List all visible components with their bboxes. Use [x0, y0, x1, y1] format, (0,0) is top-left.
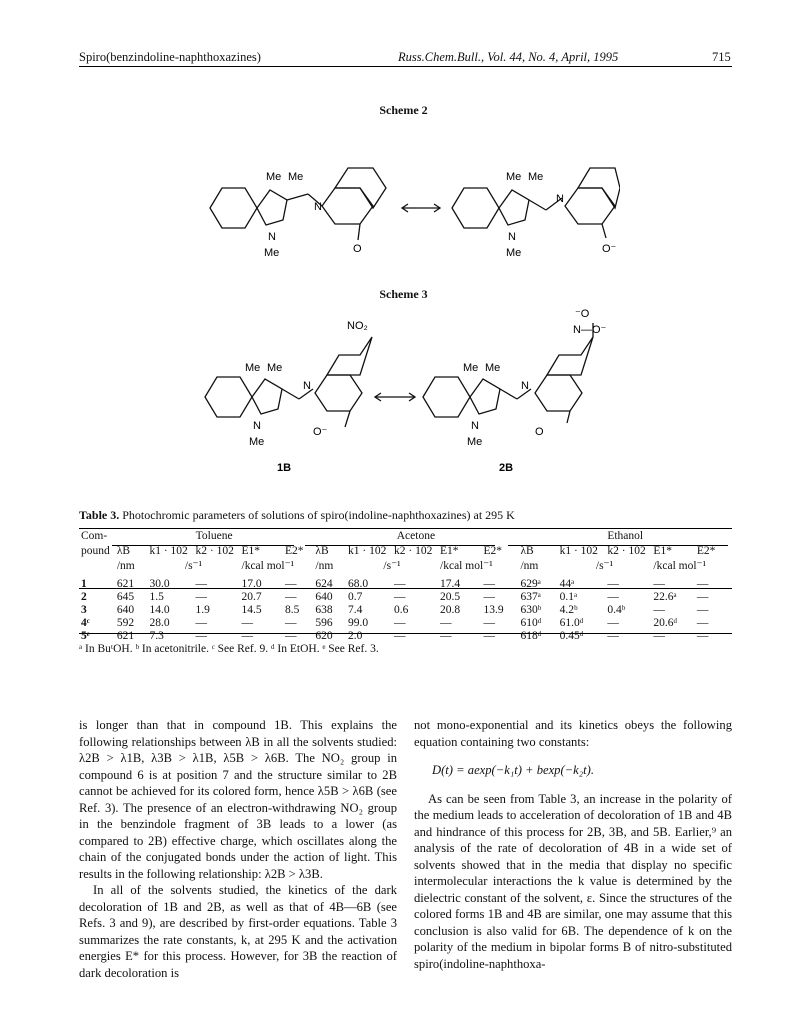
table-cell: 61.0ᵈ [559, 617, 584, 629]
header-pound: pound [81, 544, 110, 557]
table-cell: — [607, 630, 619, 642]
table-row [79, 604, 732, 617]
table-caption [79, 508, 515, 523]
header-toluene: Toluene [195, 529, 233, 542]
unit-nm: /nm [520, 559, 539, 572]
header-e1: E1* [653, 544, 672, 557]
table-cell: 22.6ᵃ [653, 591, 677, 603]
me-label: Me [249, 436, 265, 448]
me-label: Me [506, 171, 522, 183]
header-k2: k2 · 102 [195, 544, 234, 557]
me-label: Me [506, 247, 522, 259]
me-label: Me [264, 247, 280, 259]
me-label: Me [266, 171, 282, 183]
table-cell: 610ᵈ [520, 617, 542, 629]
header-e2: E2* [696, 544, 716, 557]
table-cell: 629ᵃ [520, 578, 541, 590]
header-rule [79, 66, 732, 67]
table-row [79, 617, 732, 630]
header-lambda: λB [520, 544, 534, 557]
unit-s: /s⁻¹ [383, 559, 401, 572]
header-k1: k1 · 102 [348, 544, 387, 557]
compound-1b-label: 1B [277, 462, 292, 474]
table-body [79, 578, 732, 643]
header-com: Com- [81, 529, 108, 542]
journal-citation: Russ.Chem.Bull., Vol. 44, No. 4, April, 1995 [398, 50, 619, 64]
header-e2: E2* [284, 544, 304, 557]
table-cell: 0.4ᵇ [607, 604, 626, 616]
table-cell: 620 [315, 630, 333, 642]
header-acetone: Acetone [396, 529, 436, 542]
header-ethanol: Ethanol [607, 529, 644, 542]
table-cell: — [394, 630, 406, 642]
me-label: Me [485, 362, 501, 374]
table-cell: 30.0 [149, 578, 170, 590]
table-cell: — [195, 617, 207, 629]
header-k2: k2 · 102 [607, 544, 646, 557]
me-label: Me [467, 436, 483, 448]
table-cell: 28.0 [149, 617, 170, 629]
table-cell: — [241, 630, 253, 642]
table-cell: 20.6ᵈ [653, 617, 678, 629]
table-cell: 17.0 [241, 578, 262, 590]
o-minus-label: O⁻ [602, 243, 617, 255]
n-label: N [471, 420, 479, 432]
table-cell: — [653, 630, 665, 642]
photochromic-table [79, 528, 732, 643]
table-cell: 638 [315, 604, 333, 616]
header-e2: E2* [483, 544, 503, 557]
table-cell: — [607, 591, 619, 603]
unit-kcal: /kcal mol⁻¹ [440, 559, 493, 572]
running-title: Spiro(benzindoline-naphthoxazines) [79, 50, 261, 64]
table-cell: 4.2ᵇ [559, 604, 578, 616]
n-label: N [508, 231, 516, 243]
scheme-3-structures [195, 305, 615, 475]
table-cell: 592 [116, 617, 135, 629]
me-label: Me [463, 362, 479, 374]
table-cell: — [696, 630, 709, 642]
table-cell: 1 [81, 578, 87, 590]
me-label: Me [245, 362, 261, 374]
table-cell: 0.1ᵃ [559, 591, 578, 603]
header-lambda: λB [315, 544, 329, 557]
table-cell: 637ᵃ [520, 591, 541, 603]
table-row [79, 578, 732, 591]
table-cell: — [284, 630, 297, 642]
table-cell: — [607, 578, 619, 590]
table-cell: — [394, 578, 406, 590]
me-label: Me [288, 171, 304, 183]
paragraph: In all of the solvents studied, the kinetics of the dark decoloration of 1B and 2B, as well as that of 4B—6B (see Refs. 3 and 9), are described by first-order equations. Table 3 summarizes the rate constants, k, at 295 K and the activation energies E* for this process. However, for 3B the reaction of dark decoloration is [79, 883, 397, 980]
table-cell: 645 [116, 591, 135, 603]
table-cell: 20.8 [440, 604, 461, 616]
compound-2b-label: 2B [499, 462, 514, 474]
table-cell: — [653, 604, 665, 616]
table-cell: 20.5 [440, 591, 461, 603]
table-cell: 17.4 [440, 578, 461, 590]
nitro-n-label: N—O⁻ [573, 324, 607, 336]
table-cell: 2 [81, 591, 87, 603]
n-label: N [268, 231, 276, 243]
no2-label: NO₂ [347, 320, 368, 332]
o-label: O [353, 243, 362, 255]
table-row [79, 630, 732, 643]
table-cell: — [653, 578, 665, 590]
table-cell: 630ᵇ [520, 604, 542, 616]
table-cell: — [284, 591, 297, 603]
table-cell: — [394, 591, 406, 603]
me-label: Me [528, 171, 544, 183]
header-k2: k2 · 102 [394, 544, 433, 557]
table-cell: 618ᵈ [520, 630, 542, 642]
table-cell: 1.5 [149, 591, 164, 603]
page-number: 715 [712, 50, 731, 64]
table-cell: — [195, 591, 207, 603]
table-cell: — [607, 617, 619, 629]
table-footnote: ᵃ In BuᵗOH. ᵇ In acetonitrile. ᶜ See Ref. 9. ᵈ In EtOH. ᵉ See Ref. 3. [79, 643, 379, 655]
right-column [414, 717, 732, 972]
equation: D(t) = aexp(−k₁t) + bexp(−k₂t). [432, 763, 594, 777]
table-cell: 7.4 [348, 604, 363, 616]
table-cell: — [696, 617, 709, 629]
table-caption-label: Table 3. [79, 508, 120, 522]
table-cell: 13.9 [483, 604, 504, 616]
table-cell: — [195, 578, 207, 590]
table-cell: 44ᵃ [559, 578, 575, 590]
n-label: N [556, 193, 564, 205]
table-cell: 2.0 [348, 630, 363, 642]
table-cell: — [483, 630, 495, 642]
table-caption-text: Photochromic parameters of solutions of spiro(indoline-naphthoxazines) at 295 K [119, 508, 515, 522]
header-k1: k1 · 102 [559, 544, 598, 557]
table-cell: 0.7 [348, 591, 363, 603]
table-cell: — [483, 578, 495, 590]
table-cell: — [696, 591, 709, 603]
table-cell: 0.6 [394, 604, 409, 616]
unit-kcal: /kcal mol⁻¹ [653, 559, 707, 572]
header-lambda: λB [116, 544, 131, 557]
n-label: N [314, 201, 322, 213]
table-cell: — [696, 604, 709, 616]
unit-kcal: /kcal mol⁻¹ [241, 559, 295, 572]
paragraph: As can be seen from Table 3, an increase in the polarity of the medium leads to acceleration of decoloration of 1B and 4B and hindrance of this process for 2B, 3B, and 5B. Earlier,⁹ an analysis of the rate of decoloration of 4B in a wide set of solvents showed that in the media that display no specific intermolecular interactions the k value is determined by the dielectric constant of the solvent, ε. Since the structures of the colored forms 1B and 4B are similar, one may assume that this conclusion is also valid for 6B. The dependence of k on the polarity of the medium in bipolar forms B of nitro-substituted spiro(indoline-naphthoxa- [414, 791, 732, 971]
table-cell: — [394, 617, 406, 629]
me-label: Me [267, 362, 283, 374]
table-cell: 3 [81, 604, 87, 616]
table-cell: 0.45ᵈ [559, 630, 584, 642]
paragraph: not mono-exponential and its kinetics obeys the following equation containing two constants: [414, 718, 732, 749]
header-e1: E1* [440, 544, 459, 557]
left-column [79, 717, 397, 981]
table-cell: — [440, 617, 452, 629]
paragraph: is longer than that in compound 1B. This explains the following relationships between λB in all the solvents studied: λ2B > λ1B, λ3B > λ1B, λ5B > λ6B. The NO₂ group in compound 6 is at position 7 and the structure similar to 2B cannot be achieved for its colored form, hence λ5B > λ6B (see Ref. 3). The presence of an electron-withdrawing NO₂ group in the benzindole fragment of 3B leads to a lower (as compared to 2B) effective charge, which oscillates along the chain of the conjugated bonds under the action of light. This results in the following relationship: λ2B > λ3B. [79, 718, 397, 881]
table-cell: 640 [315, 591, 333, 603]
table-cell: 20.7 [241, 591, 262, 603]
n-label: N [253, 420, 261, 432]
table-cell: — [696, 578, 709, 590]
table-cell: 14.5 [241, 604, 262, 616]
header-k1: k1 · 102 [149, 544, 188, 557]
table-row [79, 591, 732, 604]
n-label: N [303, 380, 311, 392]
table-cell: 621 [116, 578, 135, 590]
table-cell: — [284, 617, 297, 629]
o-label: O [535, 426, 544, 438]
unit-s: /s⁻¹ [184, 559, 203, 572]
table-cell: 14.0 [149, 604, 170, 616]
n-label: N [521, 380, 529, 392]
table-cell: — [440, 630, 452, 642]
table-cell: 621 [116, 630, 135, 642]
scheme-3-title: Scheme 3 [379, 287, 428, 301]
table-cell: 1.9 [195, 604, 210, 616]
table-cell: 624 [315, 578, 333, 590]
table-cell: — [483, 617, 495, 629]
table-cell: 68.0 [348, 578, 369, 590]
unit-s: /s⁻¹ [595, 559, 614, 572]
table-cell: 7.3 [149, 630, 164, 642]
table-cell: 596 [315, 617, 333, 629]
table-cell: — [195, 630, 207, 642]
unit-nm: /nm [116, 559, 135, 572]
table-cell: — [284, 578, 297, 590]
table-cell: — [483, 591, 495, 603]
table-cell: 640 [116, 604, 135, 616]
nitro-o-label: ⁻O [575, 308, 590, 320]
table-cell: — [241, 617, 253, 629]
table-cell: 99.0 [348, 617, 369, 629]
header-e1: E1* [241, 544, 261, 557]
table-cell: 4ᶜ [81, 617, 90, 629]
table-cell: 5ᵉ [81, 630, 90, 642]
scheme-2-structures [190, 128, 620, 268]
scheme-2-title: Scheme 2 [379, 103, 428, 117]
unit-nm: /nm [315, 559, 334, 572]
table-cell: 8.5 [284, 604, 300, 616]
o-minus-label: O⁻ [313, 426, 328, 438]
